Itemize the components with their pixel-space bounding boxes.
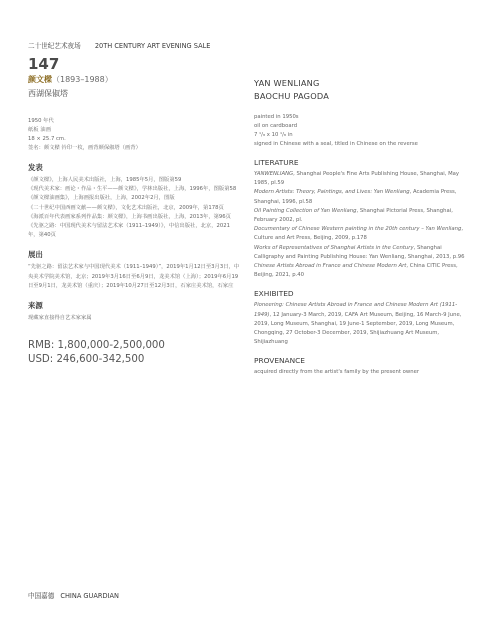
page-footer bbox=[28, 590, 119, 600]
literature-entry bbox=[254, 170, 466, 188]
provenance-heading: 来源 bbox=[28, 301, 43, 311]
artwork-title-en: BAOCHU PAGODA bbox=[254, 91, 330, 101]
literature-info: , Academia Press, Shanghai, 1996, pl.58 bbox=[254, 189, 457, 205]
publication-entry: 《海派百年代表画家系列作品集：颜文樑》，上海书画出版社，上海，2013年，第96页 bbox=[28, 213, 231, 220]
publication-entry: 《颜文樑》，上海人民美术出版社，上海，1985年5月，图版第59 bbox=[28, 177, 182, 183]
literature-entry bbox=[254, 225, 466, 243]
detail-date: 1950 年代 bbox=[28, 118, 54, 124]
literature-info: , Shanghai People's Fine Arts Publishing House, Shanghai, May 1985, pl.59 bbox=[254, 171, 460, 187]
literature-entry bbox=[254, 188, 466, 206]
header-cn: 二十世纪艺术夜场 bbox=[28, 42, 81, 50]
artist-dates: （1893–1988） bbox=[52, 75, 113, 84]
artist-name-cn bbox=[28, 74, 240, 85]
artwork-title-cn: 西湖保俶塔 bbox=[28, 89, 68, 98]
exhibition-info: , 12 January-3 March, 2019, CAFA Art Museum, Beijing, 16 March-9 June, 2019, Long Museum, Shanghai, 19 June-1 September, 2019, Long Museum, Chongqing, 27 October-3 December, 2019, Shijiazhuang Art Museum, Shijiazhuang bbox=[254, 311, 462, 346]
artwork-details-en bbox=[254, 113, 466, 149]
literature-entry bbox=[254, 244, 466, 262]
exhibition-title: Pioneering: Chinese Artists Abroad in France and Chinese Modern Art (1911-1949) bbox=[254, 302, 458, 318]
exhibition-heading: 展出 bbox=[28, 250, 43, 260]
literature-info: , China CITIC Press, Beijing, 2021, p.40 bbox=[254, 263, 458, 279]
literature-heading: LITERATURE bbox=[254, 158, 299, 167]
detail-size: 18 × 25.7 cm. bbox=[28, 136, 66, 142]
literature-info: , Shanghai Calligraphy and Painting Publishing House: Yan Wenliang, Shanghai, 2013, p.96 bbox=[254, 244, 465, 260]
exhibition-entry: “先驱之路：留法艺术家与中国现代美术（1911–1949）”，2019年1月12日至3月3日，中央美术学院美术馆，北京；2019年3月16日至6月9日，龙美术馆（上海）；2019年6月19日至9月1日，龙美术馆（重庆）；2019年10月27日至12月3日，石家庄美术馆，石家庄 bbox=[28, 264, 240, 289]
footer-en: CHINA GUARDIAN bbox=[60, 592, 119, 600]
provenance-entry-en: acquired directly from the artist's family by the present owner bbox=[254, 369, 420, 376]
footer-cn: 中国嘉德 bbox=[28, 592, 55, 600]
lot-number: 147 bbox=[28, 55, 60, 73]
publication-entry: 《二十世纪中国西画文献——颜文樑》，文化艺术出版社，北京，2009年，第178页 bbox=[28, 204, 224, 211]
artist-name-en: YAN WENLIANG bbox=[254, 78, 320, 88]
literature-title: YANWENLIANG bbox=[254, 171, 294, 177]
literature-title: Oil Painting Collection of Yan Wenliang bbox=[254, 207, 357, 214]
english-column bbox=[254, 74, 466, 378]
exhibited-entry bbox=[254, 301, 466, 347]
header-en: 20TH CENTURY ART EVENING SALE bbox=[94, 42, 211, 50]
detail-signature: signed in Chinese with a seal, titled in Chinese on the reverse bbox=[254, 141, 418, 147]
literature-title: Documentary of Chinese Western painting in the 20th century – Yan Wenliang bbox=[254, 226, 462, 233]
chinese-column bbox=[28, 74, 240, 367]
detail-medium: oil on cardboard bbox=[254, 123, 298, 129]
literature-entry bbox=[254, 262, 466, 280]
estimate-rmb: RMB: 1,800,000-2,500,000 bbox=[28, 340, 165, 352]
detail-date: painted in 1950s bbox=[254, 114, 299, 120]
estimate-block bbox=[28, 339, 240, 367]
publication-entry: 《现代美术家：画论・作品・生平——颜文樑》，学林出版社，上海，1996年，图版第58 bbox=[28, 186, 237, 193]
literature-entry bbox=[254, 207, 466, 225]
literature-info: , Culture and Art Press, Beijing, 2009, p.178 bbox=[254, 226, 464, 242]
estimate-usd: USD: 246,600-342,500 bbox=[28, 354, 145, 366]
detail-medium: 纸板 油画 bbox=[28, 127, 51, 133]
literature-title: Chinese Artists Abroad in France and Chinese Modern Art bbox=[254, 263, 407, 270]
publication-entry: 《先驱之路：中国现代美术与留法艺术家（1911–1949）》，中信出版社，北京，2021年，第40页 bbox=[28, 223, 230, 239]
provenance-entry: 现藏家直接得自艺术家家属 bbox=[28, 315, 92, 322]
artwork-details-cn bbox=[28, 117, 240, 153]
publication-entry: 《颜文樑油画集》，上海画报出版社，上海，2002年2月，图版 bbox=[28, 195, 175, 202]
publications-heading: 发表 bbox=[28, 163, 43, 172]
artist-cn-text: 颜文樑 bbox=[28, 75, 52, 84]
detail-signature: 签名：颜文樑 钤印一枚，画背颜保俶塔（画背） bbox=[28, 145, 141, 151]
literature-title: Modern Artists: Theory, Paintings, and Lives: Yan Wenliang bbox=[254, 189, 410, 196]
exhibited-heading: EXHIBITED bbox=[254, 289, 294, 299]
provenance-heading-en: PROVENANCE bbox=[254, 356, 305, 366]
detail-size: 7 ¹/₈ x 10 ¹/₈ in bbox=[254, 132, 293, 138]
literature-info: , Shanghai Pictorial Press, Shanghai, February 2002, pl. bbox=[254, 207, 453, 224]
page-header bbox=[28, 40, 210, 50]
literature-title: Works of Representatives of Shanghai Artists in the Century bbox=[254, 244, 414, 251]
